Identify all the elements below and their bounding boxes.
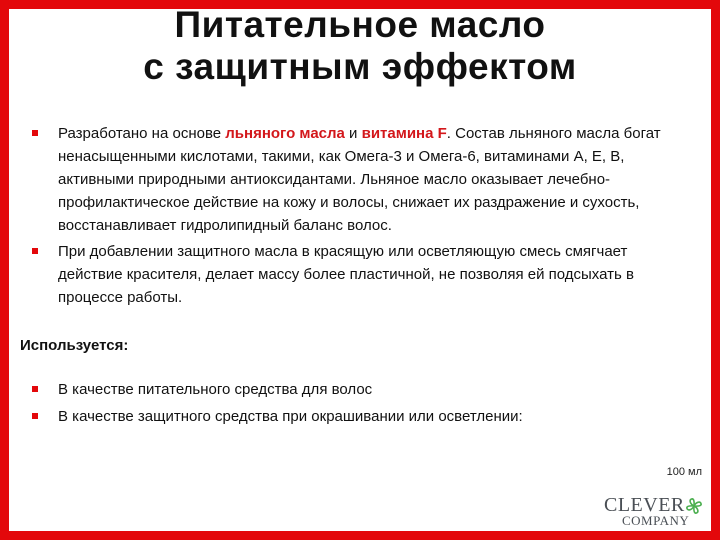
title-line-2: с защитным эффектом: [143, 46, 577, 87]
slide-title: [0, 4, 720, 88]
slide-content: [20, 122, 690, 428]
use-text: В качестве питательного средства для волос: [58, 381, 373, 398]
red-square-bullet-icon: [32, 248, 38, 254]
red-square-bullet-icon: [32, 130, 38, 136]
bullet-item: [20, 405, 690, 428]
logo-text-bottom: COMPANY: [622, 513, 690, 528]
use-text: В качестве защитного средства при окрашивании или осветлении:: [58, 408, 523, 425]
red-square-bullet-icon: [32, 413, 38, 419]
highlight-flax-oil: льняного масла: [225, 125, 345, 142]
red-square-bullet-icon: [32, 386, 38, 392]
bullet-text-pre: Разработано на основе: [58, 125, 226, 142]
highlight-vitamin-f: витамина F: [361, 125, 447, 142]
bullet-text-mid: и: [344, 125, 362, 142]
volume-label: 100 мл: [666, 466, 702, 478]
bullet-item: [20, 378, 690, 401]
title-line-1: Питательное масло: [174, 4, 546, 45]
bullet-item: [20, 240, 690, 309]
bullet-text: При добавлении защитного масла в красящую или осветляющую смесь смягчает действие красителя, делает массу более пластичной, не позволяя ей подсыхать в процессе работы.: [58, 243, 634, 306]
bullet-text-post: . Состав льняного масла богат ненасыщенными кислотами, такими, как Омега-3 и Омега-6, витаминами A, E, B, активными природными антиоксидантами. Льняное масло оказывает лечебно-профилактическое действие на кожу и волосы, снижает их раздражение и сухость, восстанавливает гидролипидный баланс волос.: [58, 125, 661, 234]
uses-heading: Используется:: [20, 337, 129, 354]
logo-text-top: CLEVER: [604, 494, 685, 516]
bullet-item: [20, 122, 690, 237]
clever-company-logo: [604, 494, 708, 530]
